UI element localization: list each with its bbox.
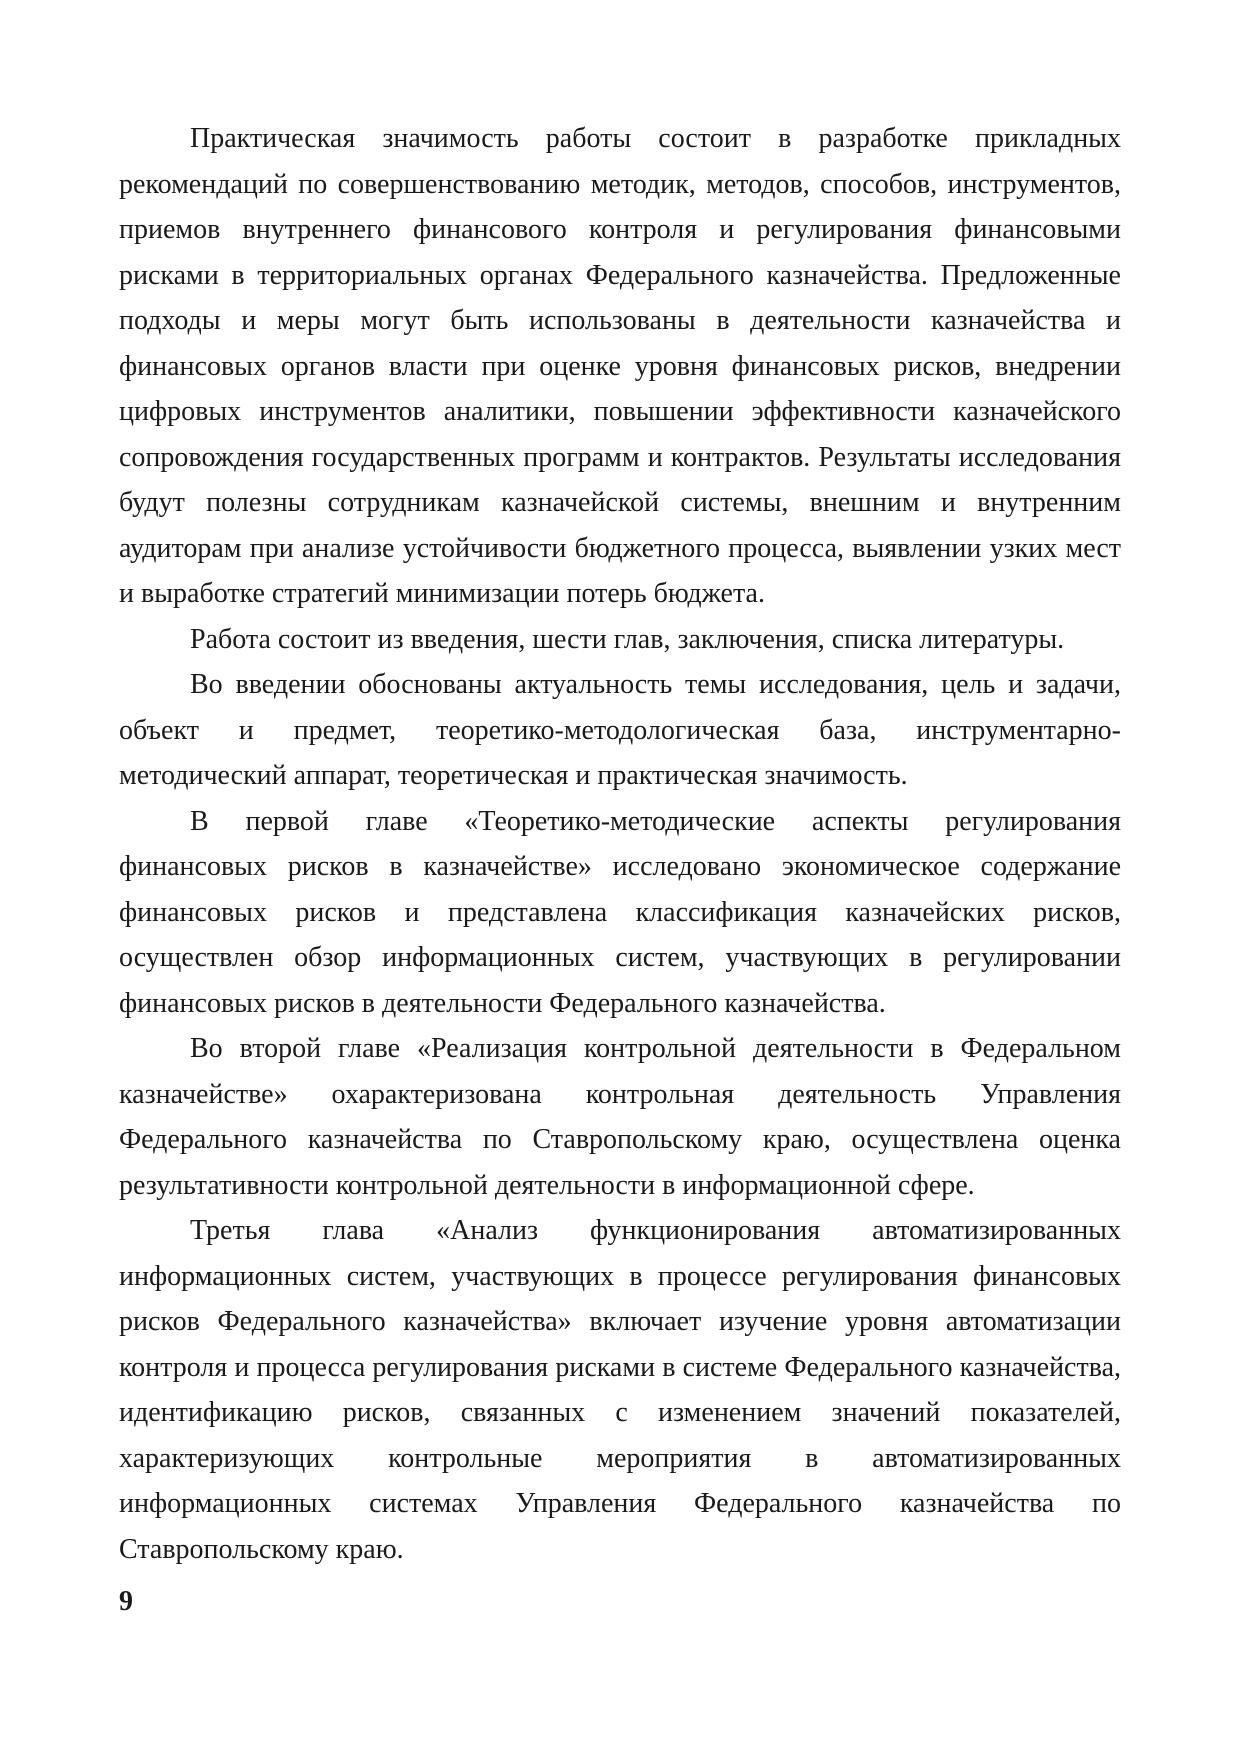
paragraph-chapter-one: В первой главе «Теоретико-методические аспекты регулирования финансовых рисков в казначействе» исследовано экономическое содержание финансовых рисков и представлена классификация казначейских рисков, осуществлен обзор информационных систем, участвующих в регулировании финансовых рисков в деятельности Федерального казначейства. — [119, 805, 1121, 1019]
paragraph-introduction: Во введении обоснованы актуальность темы исследования, цель и задачи, объект и предмет, теоретико-методологическая база, инструментарно-методический аппарат, теоретическая и практическая значимость. — [119, 669, 1121, 791]
paragraph-chapter-three: Третья глава «Анализ функционирования автоматизированных информационных систем, участвующих в процессе регулирования финансовых рисков Федерального казначейства» включает изучение уровня автоматизации контроля и процесса регулирования рисками в системе Федерального казначейства, идентификацию рисков, связанных с изменением значений показателей, характеризующих контрольные мероприятия в автоматизированных информационных системах Управления Федерального казначейства по Ставропольскому краю. — [119, 1215, 1121, 1565]
paragraph-structure: Работа состоит из введения, шести глав, заключения, списка литературы. — [190, 623, 1065, 655]
paragraph-practical-significance: Практическая значимость работы состоит в разработке прикладных рекомендаций по совершенствованию методик, методов, способов, инструментов, приемов внутреннего финансового контроля и регулирования финансовыми рисками в территориальных органах Федерального казначейства. Предложенные подходы и меры могут быть использованы в деятельности казначейства и финансовых органов власти при оценке уровня финансовых рисков, внедрении цифровых инструментов аналитики, повышении эффективности казначейского сопровождения государственных программ и контрактов. Результаты исследования будут полезны сотрудникам казначейской системы, внешним и внутренним аудиторам при анализе устойчивости бюджетного процесса, выявлении узких мест и выработке стратегий минимизации потерь бюджета. — [119, 123, 1121, 609]
body-text — [119, 116, 1121, 1572]
page-number: 9 — [119, 1586, 133, 1617]
paragraph-chapter-two: Во второй главе «Реализация контрольной деятельности в Федеральном казначействе» охарактеризована контрольная деятельность Управления Федерального казначейства по Ставропольскому краю, осуществлена оценка результативности контрольной деятельности в информационной сфере. — [119, 1033, 1121, 1201]
